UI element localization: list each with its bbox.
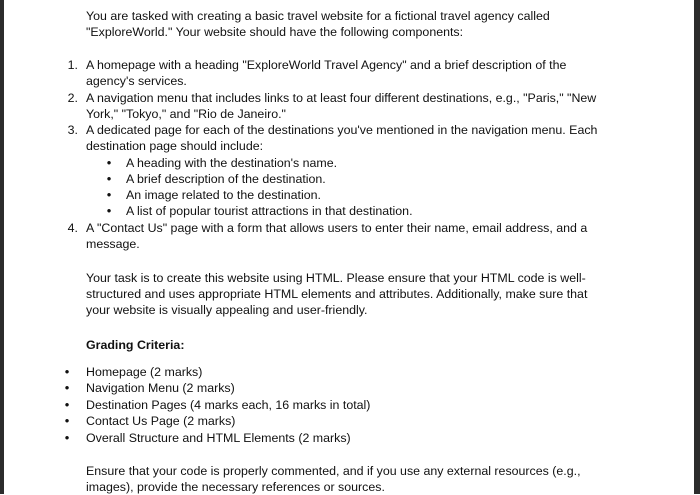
left-edge-border — [0, 0, 4, 494]
task-line-3: your website is visually appealing and user-friendly. — [86, 303, 368, 317]
grading-item: Contact Us Page (2 marks) — [86, 414, 236, 428]
component-line: destination page should include: — [86, 139, 264, 153]
component-line: A homepage with a heading "ExploreWorld Travel Agency" and a brief description of the — [86, 58, 567, 72]
intro-line-2: "ExploreWorld." Your website should have the following components: — [86, 25, 464, 39]
bullet-icon: • — [64, 430, 70, 445]
right-edge-border — [694, 0, 700, 494]
component-line: A "Contact Us" page with a form that allows users to enter their name, email address, and a — [86, 221, 588, 235]
component-number: 3. — [67, 123, 78, 137]
bullet-icon: • — [106, 155, 112, 170]
grading-item: Overall Structure and HTML Elements (2 marks) — [86, 431, 351, 445]
component-number: 2. — [67, 91, 78, 105]
bullet-icon: • — [106, 203, 112, 218]
bullet-icon: • — [106, 171, 112, 186]
bullet-icon: • — [106, 187, 112, 202]
closing-line-2: images), provide the necessary references or sources. — [86, 480, 385, 494]
task-line-2: structured and uses appropriate HTML elements and attributes. Additionally, make sure that — [86, 287, 588, 301]
bullet-icon: • — [64, 364, 70, 379]
grading-title: Grading Criteria: — [86, 338, 185, 352]
bullet-icon: • — [64, 413, 70, 428]
destination-item: A brief description of the destination. — [126, 172, 326, 186]
grading-item: Navigation Menu (2 marks) — [86, 381, 235, 395]
component-line: A dedicated page for each of the destinations you've mentioned in the navigation menu. Each — [86, 123, 598, 137]
component-line: message. — [86, 237, 140, 251]
component-number: 1. — [67, 58, 78, 72]
intro-line-1: You are tasked with creating a basic travel website for a fictional travel agency called — [86, 9, 550, 23]
task-line-1: Your task is to create this website using HTML. Please ensure that your HTML code is well- — [86, 271, 586, 285]
destination-item: A list of popular tourist attractions in that destination. — [126, 204, 413, 218]
destination-item: A heading with the destination's name. — [126, 156, 338, 170]
component-line: A navigation menu that includes links to at least four different destinations, e.g., "Paris," "New — [86, 91, 597, 105]
grading-item: Homepage (2 marks) — [86, 365, 203, 379]
component-line: agency's services. — [86, 74, 187, 88]
bullet-icon: • — [64, 380, 70, 395]
grading-item: Destination Pages (4 marks each, 16 marks in total) — [86, 398, 371, 412]
bullet-icon: • — [64, 397, 70, 412]
destination-item: An image related to the destination. — [126, 188, 321, 202]
component-number: 4. — [67, 221, 78, 235]
closing-line-1: Ensure that your code is properly commented, and if you use any external resources (e.g., — [86, 464, 581, 478]
component-line: York," "Tokyo," and "Rio de Janeiro." — [86, 107, 286, 121]
